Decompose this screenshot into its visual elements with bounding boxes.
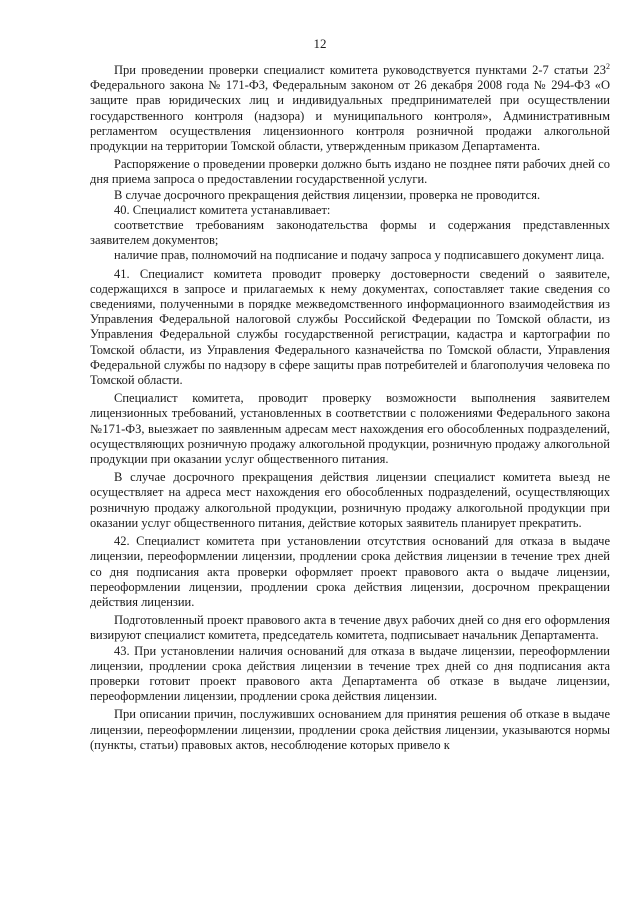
paragraph-site-inspection: Специалист комитета, проводит проверку возможности выполнения заявителем лицензионных требований, установленных в соответствии с положениями Федерального закона №171-ФЗ, выезжает по заявленным адресам мест нахождения его обособленных подразделений, осуществляющих розничную продажу алкогольной продукции, розничную продажу алкогольной продукции при оказании услуг общественного питания. [90, 391, 610, 467]
page-number: 12 [313, 36, 327, 51]
paragraph-authority: наличие прав, полномочий на подписание и подачу запроса у подписавшего документ лица. [114, 248, 605, 263]
paragraph-compliance: соответствие требованиям законодательства формы и содержания представленных заявителем документов; [90, 218, 610, 248]
paragraph-text: Федерального закона № 171-ФЗ, Федеральным законом от 26 декабря 2008 года № 294-ФЗ «О защите прав юридических лиц и индивидуальных предпринимателей при осуществлении государственного контроля (надзора) и муниципального контроля», Административным регламентом осуществления лицензионного контроля розничной продажи алкогольной продукции на территории Томской области, утвержденным приказом Департамента. [90, 78, 610, 154]
paragraph-no-visit: В случае досрочного прекращения действия лицензии специалист комитета выезд не осуществляет на адреса мест нахождения его обособленных подразделений, осуществляющих розничную продажу алкогольной продукции, розничную продажу алкогольной продукции при оказании услуг общественного питания, действие которых заявитель планирует прекратить. [90, 470, 610, 530]
paragraph-item-42: 42. Специалист комитета при установлении отсутствия оснований для отказа в выдаче лицензии, переоформлении лицензии, продлении срока действия лицензии в течение трех дней со дня подписания акта проверки оформляет проект правового акта о выдаче лицензии, переоформлении лицензии, продлении срока действия лицензии, досрочном прекращении действия лицензии. [90, 534, 610, 609]
superscript: 2 [606, 61, 610, 71]
paragraph-item-43: 43. При установлении наличия оснований для отказа в выдаче лицензии, переоформлении лицензии, продлении срока действия лицензии в течение трех дней со дня подписания акта проверки готовит проект правового акта Департамента об отказе в выдаче лицензии, переоформлении лицензии, продлении срока действия лицензии. [90, 643, 610, 704]
paragraph-item-41: 41. Специалист комитета проводит проверку достоверности сведений о заявителе, содержащихся в запросе и прилагаемых к нему документах, сопоставляет такие сведения со сведениями, полученными в порядке межведомственного информационного взаимодействия из Управления Федеральной налоговой службы Российской Федерации по Томской области, из Управления Федеральной службы государственной регистрации, кадастра и картографии по Томской области, из Управления Федерального казначейства по Томской области, Управления Федеральной службы по надзору в сфере защиты прав потребителей и благополучия человека по Томской области. [90, 266, 610, 388]
paragraph-item-40: 40. Специалист комитета устанавливает: [114, 202, 331, 217]
paragraph-order-deadline: Распоряжение о проведении проверки должно быть издано не позднее пяти рабочих дней со дня приема запроса о предоставлении государственной услуги. [90, 157, 610, 187]
document-body [90, 63, 610, 753]
paragraph-text: При проведении проверки специалист комитета руководствуется пунктами 2-7 статьи 23 [114, 63, 606, 77]
paragraph-refusal-reasons: При описании причин, послуживших основанием для принятия решения об отказе в выдаче лицензии, переоформлении лицензии, продлении срока действия лицензии, указываются нормы (пункты, статьи) правовых актов, несоблюдение которых привело к [90, 707, 610, 752]
paragraph-early-termination: В случае досрочного прекращения действия лицензии, проверка не проводится. [114, 187, 541, 202]
paragraph-inspection-basis [90, 63, 610, 154]
paragraph-draft-approval: Подготовленный проект правового акта в течение двух рабочих дней со дня его оформления визируют специалист комитета, председатель комитета, подписывает начальник Департамента. [90, 613, 610, 643]
